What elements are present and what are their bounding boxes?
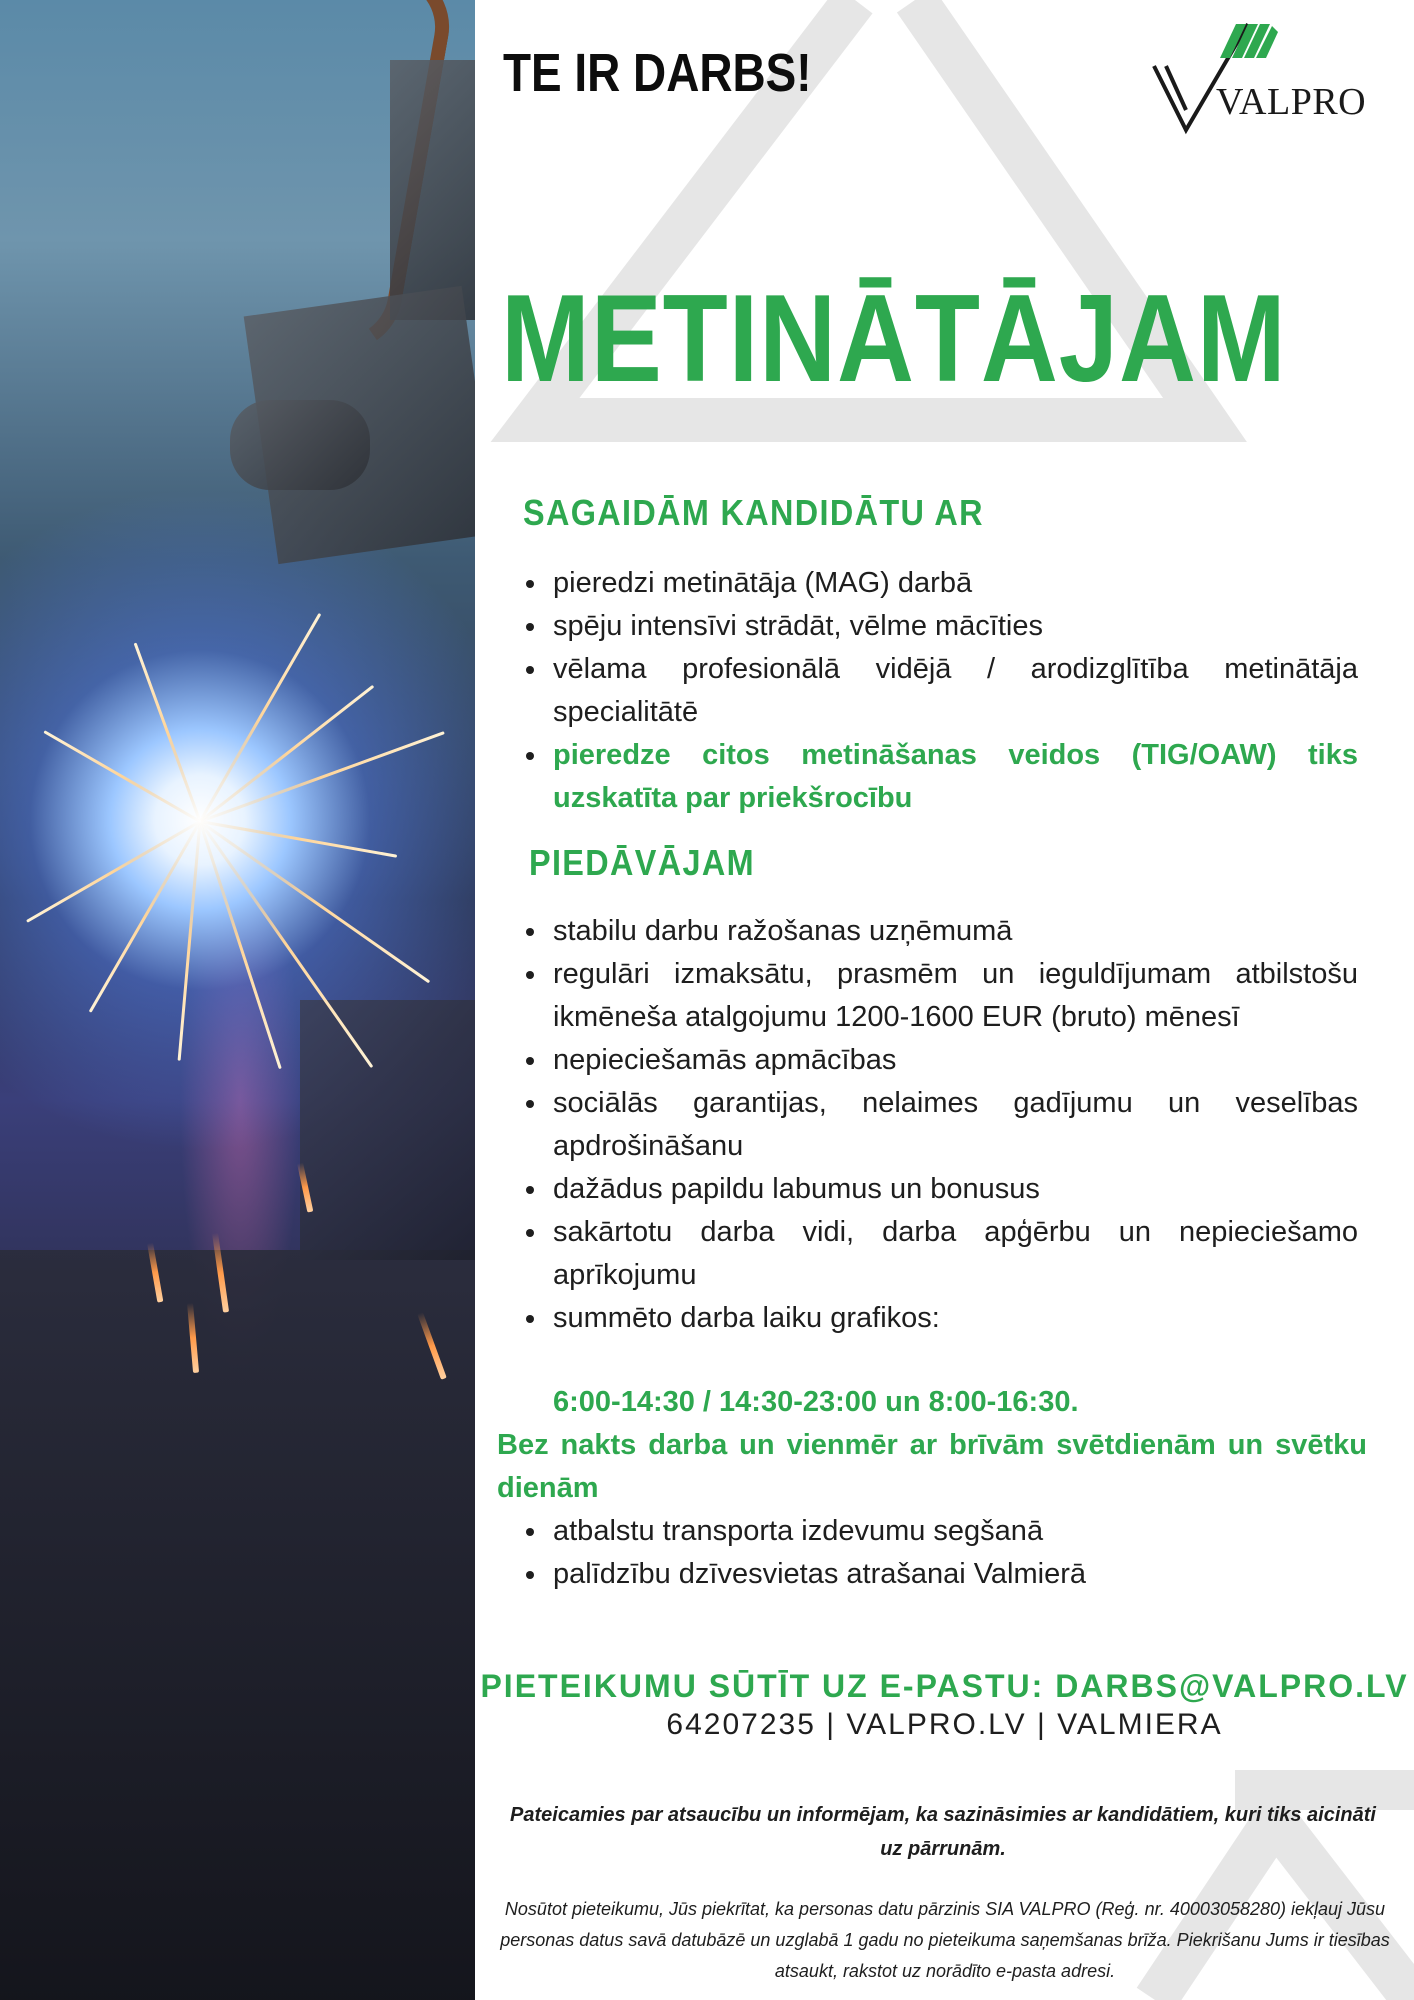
spark [199, 613, 322, 822]
list-item: regulāri izmaksātu, prasmēm un ieguldījumam atbilstošu ikmēneša atalgojumu 1200-1600 EUR (bruto) mēnesī [523, 953, 1358, 1039]
spark [199, 821, 282, 1069]
spark [178, 821, 202, 1060]
spark [26, 820, 201, 923]
hiring-tag: TE IR DARBS! [503, 43, 812, 103]
spark [199, 685, 374, 823]
list-item: summēto darba laiku grafikos: [523, 1297, 1358, 1340]
spark [199, 821, 374, 1068]
spark [199, 820, 430, 983]
list-item: vēlama profesionālā vidējā / arodizglītība metinātāja specialitātē [523, 648, 1358, 734]
list-item: pieredze citos metināšanas veidos (TIG/OAW) tiks uzskatīta par priekšrocību [523, 734, 1358, 820]
offer-title: PIEDĀVĀJAM [529, 842, 755, 883]
list-item: atbalstu transporta izdevumu segšanā [523, 1510, 1358, 1553]
spark [200, 820, 397, 858]
list-item: nepieciešamās apmācības [523, 1039, 1358, 1082]
list-item: dažādus papildu labumus un bonusus [523, 1168, 1358, 1211]
spark [134, 642, 202, 822]
machine-block [230, 400, 370, 490]
requirements-list [523, 562, 1358, 820]
schedule-times: 6:00-14:30 / 14:30-23:00 un 8:00-16:30. [553, 1386, 1079, 1418]
logo-text: VALPRO [1216, 81, 1367, 123]
offer-list-extra [523, 1510, 1358, 1596]
machine-block [390, 60, 475, 320]
list-item: sakārtotu darba vidi, darba apģērbu un nepieciešamo aprīkojumu [523, 1211, 1358, 1297]
list-item: pieredzi metinātāja (MAG) darbā [523, 562, 1358, 605]
privacy-notice: Nosūtot pieteikumu, Jūs piekrītat, ka personas datu pārzinis SIA VALPRO (Reģ. nr. 40003058280) iekļauj Jūsu personas datus savā datubāzē un uzglabā 1 gadu no pieteikuma saņemšanas brīža. Piekrišanu Jums ir tiesības atsaukt, rakstot uz norādīto e-pasta adresi. [500, 1899, 1390, 1981]
list-item: stabilu darbu ražošanas uzņēmumā [523, 910, 1358, 953]
offer-list [523, 910, 1358, 1340]
list-item: palīdzību dzīvesvietas atrašanai Valmierā [523, 1553, 1358, 1596]
contact-info-line: 64207235 | VALPRO.LV | VALMIERA [666, 1708, 1223, 1741]
machine-block [0, 1250, 475, 2000]
list-item: spēju intensīvi strādāt, vēlme mācīties [523, 605, 1358, 648]
content-panel [475, 0, 1414, 2000]
valpro-logo [1144, 18, 1384, 144]
requirements-title: SAGAIDĀM KANDIDĀTU AR [523, 492, 984, 533]
job-title: METINĀTĀJAM [501, 270, 1287, 408]
schedule-note: Bez nakts darba un vienmēr ar brīvām svētdienām un svētku dienām [497, 1429, 1367, 1504]
machine-block [300, 1000, 475, 1260]
welding-photo [0, 0, 475, 2000]
spark [199, 731, 444, 823]
spark [43, 730, 200, 823]
thanks-note: Pateicamies par atsaucību un informējam, ka sazināsimies ar kandidātiem, kuri tiks aicināti uz pārrunām. [510, 1804, 1376, 1860]
list-item: sociālās garantijas, nelaimes gadījumu un veselības apdrošināšanu [523, 1082, 1358, 1168]
apply-email-line: PIETEIKUMU SŪTĪT UZ E-PASTU: DARBS@VALPRO.LV [480, 1668, 1409, 1704]
